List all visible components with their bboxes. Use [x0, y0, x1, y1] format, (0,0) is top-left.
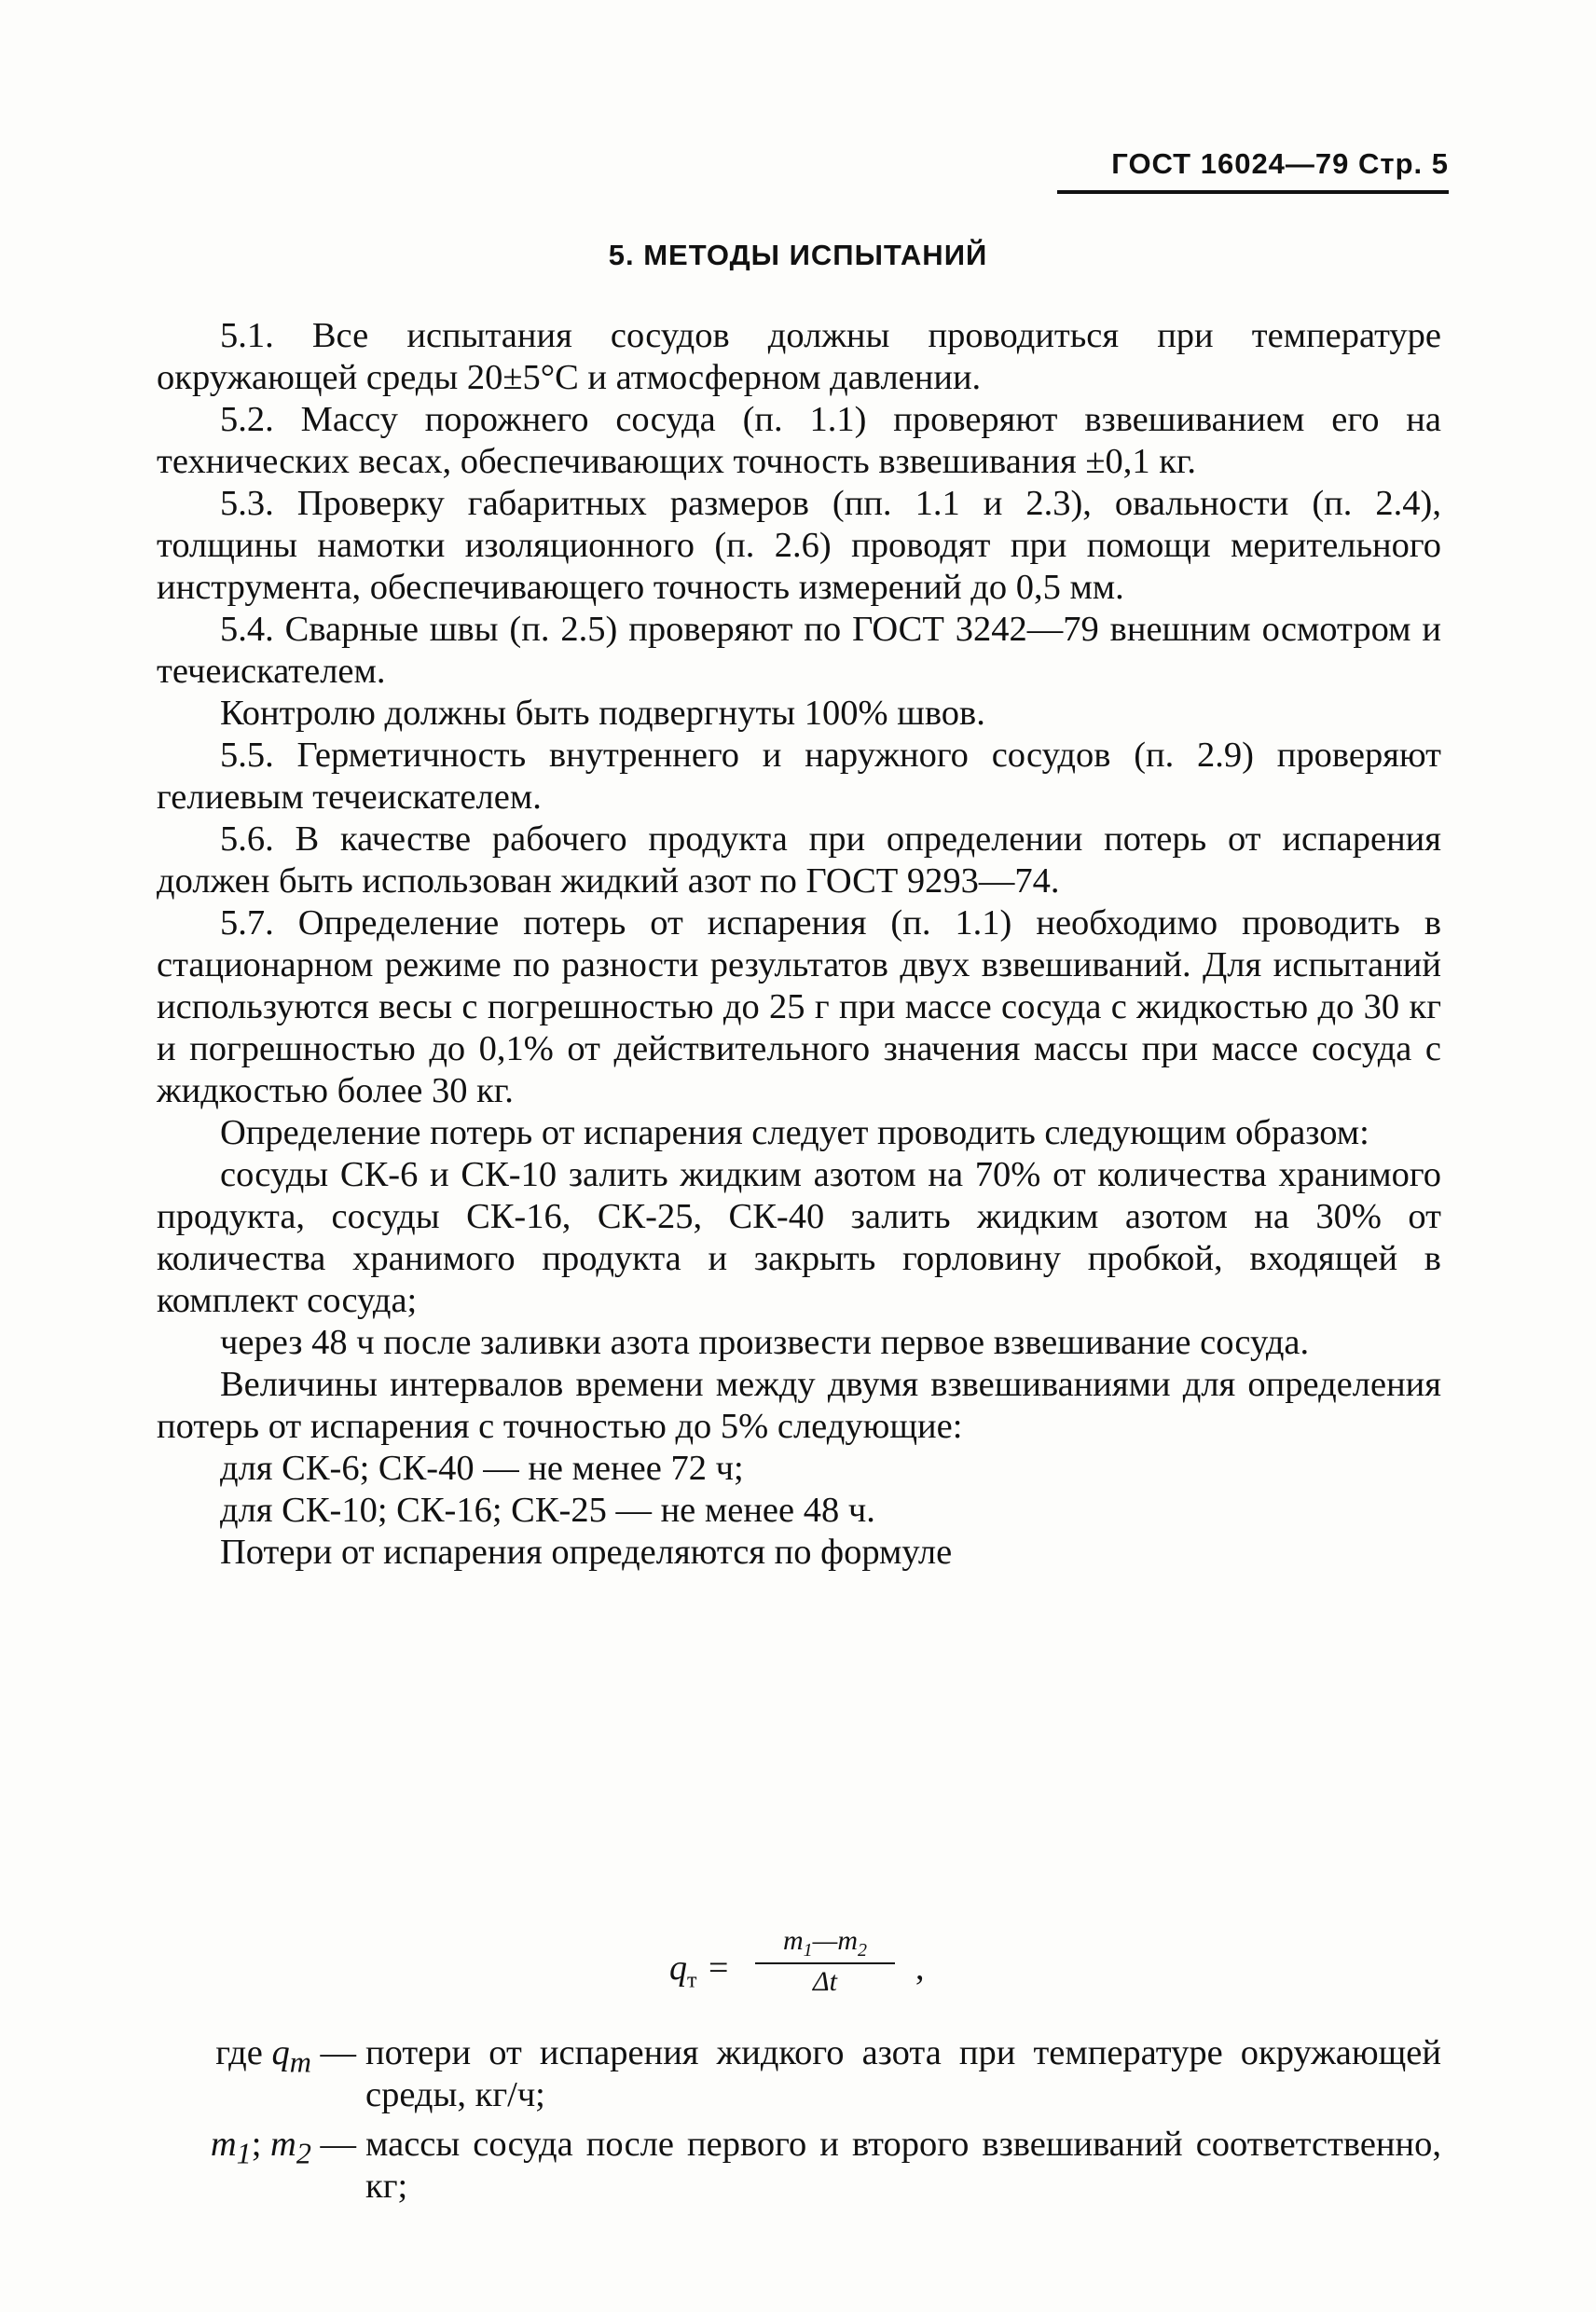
paragraph-5-6: 5.6. В качестве рабочего продукта при определении потерь от испарения должен быть использован жидкий азот по ГОСТ 9293—74.: [157, 819, 1441, 901]
paragraph-5-2: 5.2. Массу порожнего сосуда (п. 1.1) проверяют взвешиванием его на технических весах, обеспечивающих точность взвешивания ±0,1 кг.: [157, 400, 1441, 481]
body-text: [157, 315, 1441, 1574]
definition-symbol: $m_1$; $m_2$ —: [210, 2125, 356, 2170]
definition-text: потери от испарения жидкого азота при температуре окружающей среды, кг/ч;: [365, 2033, 1441, 2114]
paragraph-interval-2: для СК-10; СК-16; СК-25 — не менее 48 ч.: [220, 1491, 875, 1530]
definitions-list: [157, 2032, 1441, 2215]
definition-row: [157, 2032, 1441, 2116]
paragraph-interval-1: для СК-6; СК-40 — не менее 72 ч;: [220, 1449, 744, 1488]
formula-denominator: Δt: [813, 1966, 837, 1997]
paragraph-5-5: 5.5. Герметичность внутреннего и наружного сосудов (п. 2.9) проверяют гелиевым течеискателем.: [157, 736, 1441, 817]
paragraph-procedure-fill: сосуды СК-6 и СК-10 залить жидким азотом на 70% от количества хранимого продукта, сосуды СК-16, СК-25, СК-40 залить жидким азотом на 30% от количества хранимого продукта и закрыть горловину пробкой, входящей в комплект сосуда;: [157, 1155, 1441, 1320]
paragraph-procedure-intro: Определение потерь от испарения следует проводить следующим образом:: [220, 1113, 1369, 1152]
definition-symbol: где $q_т$ —: [215, 2033, 356, 2079]
paragraph-formula-intro: Потери от испарения определяются по формуле: [220, 1533, 953, 1572]
paragraph-5-1: 5.1. Все испытания сосудов должны проводиться при температуре окружающей среды 20±5°С и атмосферном давлении.: [157, 316, 1441, 397]
paragraph-intervals: Величины интервалов времени между двумя взвешиваниями для определения потерь от испарения с точностью до 5% следующие:: [157, 1365, 1441, 1446]
formula-numerator: $m_1—m_2$: [782, 1925, 868, 1961]
formula-lhs: $q_т$: [669, 1948, 697, 1993]
formula-comma: ,: [915, 1948, 925, 1988]
paragraph-5-3: 5.3. Проверку габаритных размеров (пп. 1.1 и 2.3), овальности (п. 2.4), толщины намотки изоляционного (п. 2.6) проводят при помощи мерительного инструмента, обеспечивающего точность измерений до 0,5 мм.: [157, 484, 1441, 607]
paragraph-5-4: 5.4. Сварные швы (п. 2.5) проверяют по ГОСТ 3242—79 внешним осмотром и течеискателем.: [157, 610, 1441, 691]
formula-equals: =: [709, 1948, 729, 1988]
header-rule: [1057, 190, 1449, 194]
paragraph-control: Контролю должны быть подвергнуты 100% швов.: [220, 694, 985, 733]
section-title: 5. МЕТОДЫ ИСПЫТАНИЙ: [608, 239, 988, 271]
page-header: ГОСТ 16024—79 Стр. 5: [1111, 147, 1449, 180]
paragraph-5-7: 5.7. Определение потерь от испарения (п. 1.1) необходимо проводить в стационарном режиме по разности результатов двух взвешиваний. Для испытаний используются весы с погрешностью до 25 г при массе сосуда с жидкостью до 30 кг и погрешностью до 0,1% от действительного значения массы при массе сосуда с жидкостью более 30 кг.: [157, 903, 1441, 1110]
definition-text: массы сосуда после первого и второго взвешиваний соответственно, кг;: [365, 2125, 1441, 2206]
formula: [653, 1925, 970, 2007]
formula-fraction-bar: [755, 1962, 895, 1964]
paragraph-procedure-weigh: через 48 ч после заливки азота произвести первое взвешивание сосуда.: [220, 1323, 1310, 1362]
definition-row: [157, 2124, 1441, 2208]
